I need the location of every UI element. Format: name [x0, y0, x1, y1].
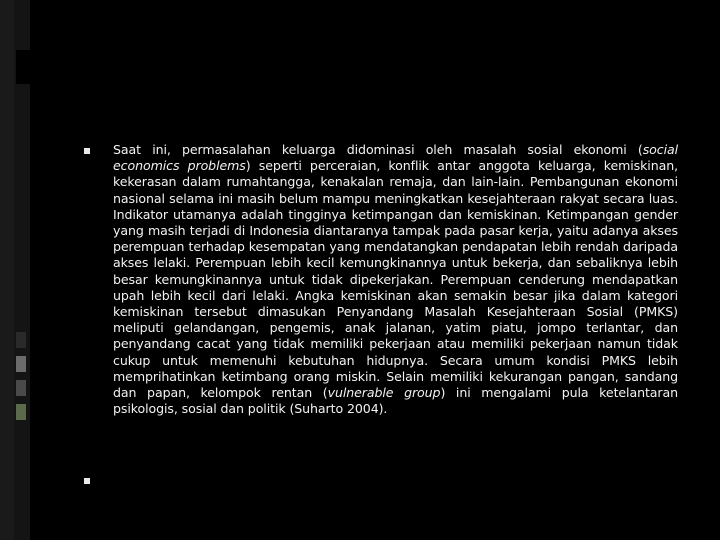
decorative-square [16, 332, 26, 348]
decorative-square [16, 404, 26, 420]
slide-content [84, 142, 684, 417]
decorative-square [16, 380, 26, 396]
paragraph-text-1: Saat ini, permasalahan keluarga didominasi oleh masalah sosial ekonomi ( [113, 142, 643, 157]
decorative-marker [16, 50, 30, 84]
paragraph-italic-1: social economics problems [113, 142, 678, 174]
decorative-square [16, 356, 26, 372]
paragraph-italic-2: vulnerable group [327, 385, 441, 401]
body-paragraph [113, 142, 678, 417]
paragraph-text-2: ) seperti perceraian, konflik antar anggota keluarga, kemiskinan, kekerasan dalam rumahtangga, kenakalan remaja, dan lain-lain. Pembangunan ekonomi nasional selama ini masih belum mampu meningkatkan kesejahteraan rakyat secara luas. Indikator utamanya adalah tingginya ketimpangan dan kemiskinan. Ketimpangan gender yang masih terjadi di Indonesia diantaranya tampak pada pasar kerja, yaitu adanya akses perempuan terhadap kesempatan yang mendatangkan pendapatan lebih rendah daripada akses lelaki. Perempuan lebih kecil kemungkinannya untuk bekerja, dan sebaliknya lebih besar kemungkinannya untuk tidak dipekerjakan. Perempuan cenderung mendapatkan upah lebih kecil dari lelaki. Angka kemiskinan akan semakin besar jika dalam kategori kemiskinan tersebut dimasukan Penyandang Masalah Kesejahteraan Sosial (PMKS) meliputi gelandangan, pengemis, anak jalanan, yatim piatu, jompo terlantar, dan penyandang cacat yang tidak memiliki pekerjaan atau memiliki pekerjaan namun tidak cukup untuk memenuhi kebutuhan hidupnya. Secara umum kondisi PMKS lebih memprihatinkan ketimbang orang miskin. Selain memiliki kekurangan pangan, sandang dan papan, kelompok rentan ( [113, 158, 678, 401]
paragraph-text-3: ) ini mengalami pula ketelantaran psikologis, sosial dan politik (Suharto 2004). [113, 385, 678, 417]
bullet-icon [84, 148, 90, 154]
bullet-item [84, 142, 684, 417]
empty-bullet-icon [84, 478, 90, 484]
